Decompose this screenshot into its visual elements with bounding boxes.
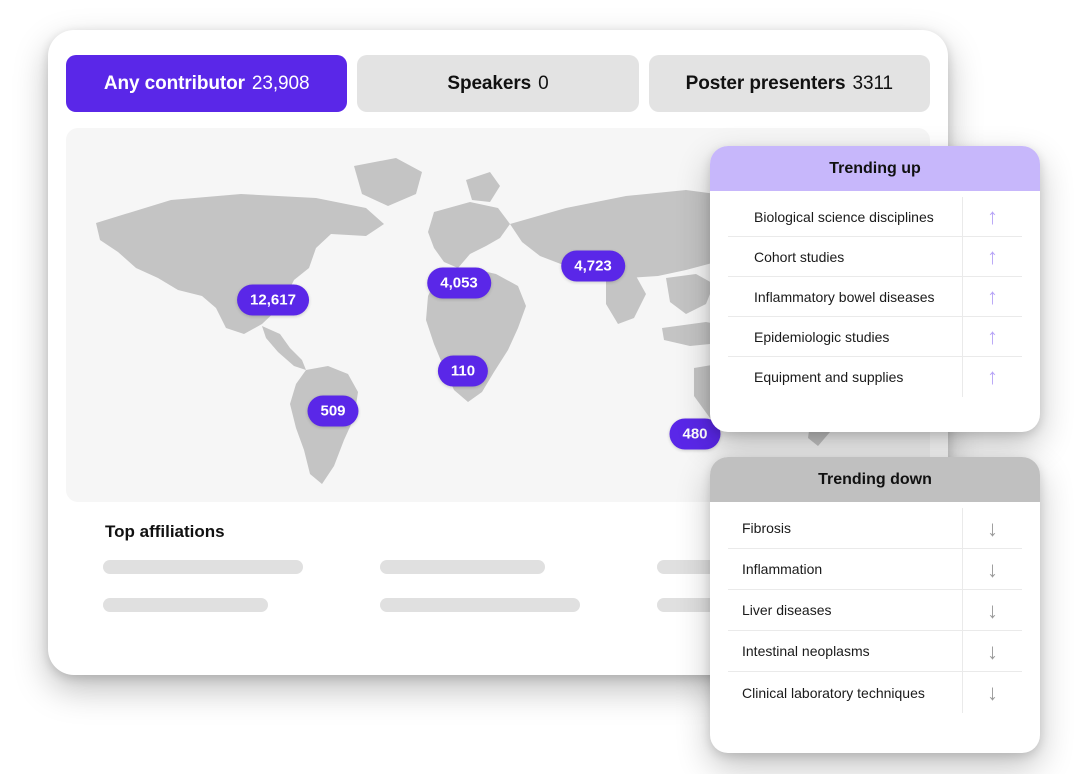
- arrow-down-icon: ↓: [962, 672, 1022, 713]
- tab-speakers-count: 0: [538, 72, 549, 94]
- trending-down-list: [710, 502, 1040, 723]
- trending-down-item-label: Fibrosis: [742, 520, 792, 536]
- list-item[interactable]: [728, 357, 1022, 397]
- arrow-up-icon: ↑: [962, 237, 1022, 277]
- trending-up-item-label: Epidemiologic studies: [754, 328, 890, 345]
- trending-up-item-label: Equipment and supplies: [754, 369, 904, 385]
- map-pin[interactable]: 110: [438, 356, 488, 387]
- tab-speakers-label: Speakers: [447, 72, 532, 94]
- tab-poster-presenters-label: Poster presenters: [685, 72, 846, 94]
- trending-up-item-label: Cohort studies: [754, 248, 845, 265]
- arrow-down-icon: ↓: [962, 590, 1022, 631]
- tab-speakers[interactable]: [357, 55, 638, 112]
- contributor-tabs: [66, 55, 930, 112]
- map-pin[interactable]: 509: [307, 396, 358, 427]
- list-item[interactable]: [728, 317, 1022, 357]
- trending-up-header: Trending up: [710, 146, 1040, 191]
- tab-any-contributor[interactable]: [66, 55, 347, 112]
- list-item[interactable]: [728, 197, 1022, 237]
- list-item[interactable]: [728, 508, 1022, 549]
- placeholder-bar: [380, 560, 545, 574]
- trending-down-item-label: Inflammation: [742, 561, 823, 577]
- trending-down-item-label: Intestinal neoplasms: [742, 643, 870, 659]
- trending-up-card: [710, 146, 1040, 432]
- map-pin[interactable]: 4,053: [427, 268, 491, 299]
- tab-poster-presenters-count: 3311: [852, 72, 893, 94]
- list-item[interactable]: [728, 672, 1022, 713]
- placeholder-bar: [380, 598, 580, 612]
- arrow-up-icon: ↑: [962, 197, 1022, 237]
- trending-down-header: Trending down: [710, 457, 1040, 502]
- list-item[interactable]: [728, 237, 1022, 277]
- arrow-down-icon: ↓: [962, 508, 1022, 549]
- trending-up-item-label: Inflammatory bowel diseases: [754, 288, 935, 305]
- list-item[interactable]: [728, 549, 1022, 590]
- tab-poster-presenters[interactable]: [649, 55, 930, 112]
- trending-up-item-label: Biological science disciplines: [754, 208, 934, 225]
- top-affiliations-title: Top affiliations: [105, 522, 225, 541]
- map-pin[interactable]: 480: [669, 419, 720, 450]
- trending-down-card: [710, 457, 1040, 753]
- tab-any-contributor-count: 23,908: [251, 72, 310, 94]
- arrow-down-icon: ↓: [962, 549, 1022, 590]
- arrow-up-icon: ↑: [962, 357, 1022, 397]
- trending-down-item-label: Clinical laboratory techniques: [742, 684, 925, 701]
- placeholder-bar: [103, 560, 303, 574]
- arrow-up-icon: ↑: [962, 317, 1022, 357]
- list-item[interactable]: [728, 590, 1022, 631]
- trending-up-list: [710, 191, 1040, 407]
- trending-down-item-label: Liver diseases: [742, 602, 832, 618]
- list-item[interactable]: [728, 631, 1022, 672]
- map-pin[interactable]: 12,617: [237, 285, 309, 316]
- arrow-up-icon: ↑: [962, 277, 1022, 317]
- placeholder-bar: [103, 598, 268, 612]
- arrow-down-icon: ↓: [962, 631, 1022, 672]
- map-pin[interactable]: 4,723: [561, 251, 625, 282]
- list-item[interactable]: [728, 277, 1022, 317]
- tab-any-contributor-label: Any contributor: [103, 72, 245, 94]
